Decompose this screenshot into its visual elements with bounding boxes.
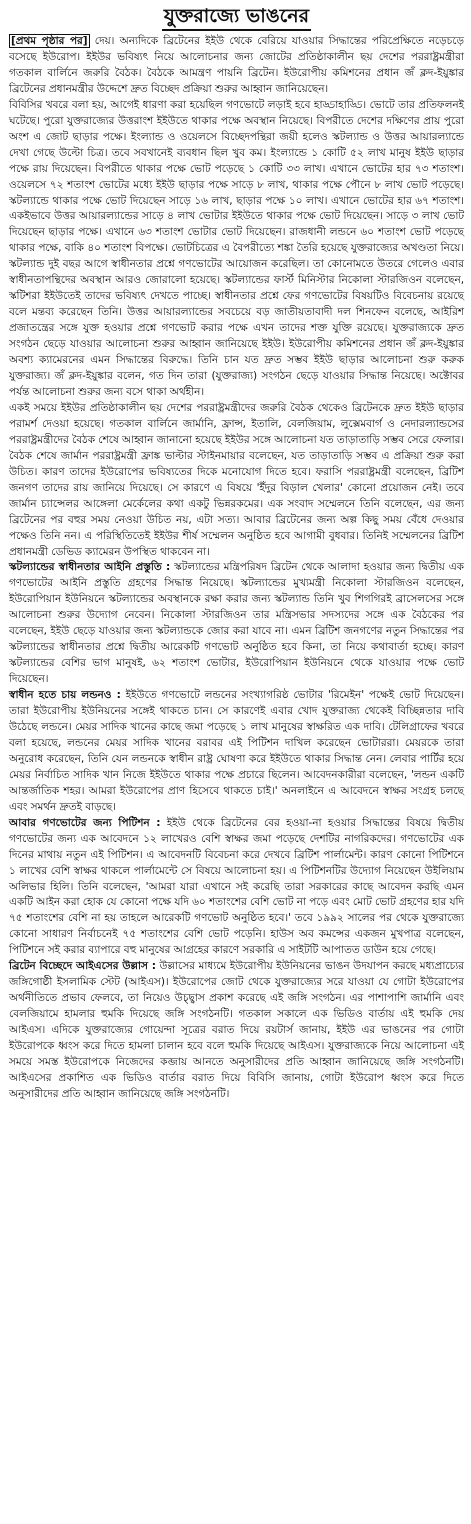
continued-from-front-page-label: [প্রথম পৃষ্ঠার পর] (11, 35, 88, 47)
headline: যুক্তরাজ্যে ভাঙনের (162, 4, 311, 31)
subheading-is-celebration: ব্রিটেন বিচ্ছেদে আইএসের উল্লাস : (9, 960, 156, 973)
article-paragraph (9, 401, 464, 561)
article-paragraph (9, 98, 464, 401)
paragraph-text: ইইউ থেকে ব্রিটেনের বের হওয়া-না হওয়ার সিদ্ধান্তের বিষয়ে দ্বিতীয় গণভোটের জন্য এক আবেদনে ১২ লাখেরও বেশি স্বাক্ষর জমা পড়েছে দেশটির নাগরিকদের। গণভোটের এক দিনের মাথায় নতুন এই পিটিশন। এ আবেদনটি বিবেচনা করে দেখবে ব্রিটিশ পার্লামেন্ট। কারণ কোনো পিটিশনে ১ লাখের বেশি স্বাক্ষর থাকলে পার্লামেন্টে সে বিষয়ে আলোচনা হয়। এ পিটিশনটির উদ্যোগ নিয়েছেন উইলিয়াম অলিভার হিলি। তিনি বলেছেন, 'আমরা যারা এখানে সই করেছি তারা সরকারের কাছে আবেদন করছি এমন একটি আইন করা হোক যে কোনো পক্ষে যদি ৬০ শতাংশের বেশি ভোট না পড়ে এবং মোট ভোট গ্রহণের হার যদি ৭৫ শতাংশের বেশি না হয় তাহলে আরেকটি গণভোট অনুষ্ঠিত হবে।' তবে ১৯৯২ সালের পর থেকে যুক্তরাজ্যে কোনো সাধারণ নির্বাচনেই ৭৫ শতাংশের বেশি ভোট পড়েনি। হাউস অব কমন্সের একজন মুখপাত্র বলেছেন, পিটিশনে সই করার ব্যাপারে বহু মানুষের আগ্রহের কারণে সরকারি এ সাইটটি আপাতত ডাউন হয়ে গেছে। (9, 816, 465, 957)
article-body (9, 34, 464, 1103)
subheading-petition: আবার গণভোটের জন্য পিটিশন : (9, 816, 161, 829)
paragraph-text: দেয়। অন্যদিকে ব্রিটেনের ইইউ থেকে বেরিয়ে যাওয়ার সিদ্ধান্তের পরিপ্রেক্ষিতে নড়েচড়ে বসেছে ইউরোপ। ইইউর ভবিষ্যৎ নিয়ে আলোচনার জন্য জোটের প্রতিষ্ঠাকালীন ছয় দেশের পররাষ্ট্রমন্ত্রীরা গতকাল বার্লিনে জরুরি বৈঠক। বৈঠকে আমন্ত্রণ পায়নি ব্রিটেন। ইউরোপীয় কমিশনের প্রধান জঁ ক্লদ-ইয়ুঙ্কার ব্রিটেনের প্রধানমন্ত্রীর উদ্দেশে দ্রুত বিচ্ছেদ প্রক্রিয়া শুরুর আহ্বান জানিয়েছেন। (9, 35, 464, 95)
paragraph-text: উল্লাসের মাধ্যমে ইউরোপীয় ইউনিয়নের ভাঙন উদযাপন করছে মধ্যপ্রাচ্যের জঙ্গিগোষ্ঠী ইসলামিক স্টেট (আইএস)। ইউরোপের জোট থেকে যুক্তরাজ্যের সরে যাওয়া যে গোটা ইউরোপের অর্থনীতিতে প্রভাব ফেলবে, তা নিয়েও উচ্ছ্বাস প্রকাশ করেছে এই জঙ্গি সংগঠন। এর পাশাপাশি জার্মানি এবং বেলজিয়ামে হামলার হুমকি দিয়েছে জঙ্গি সংগঠনটি। গতকাল সকালে এক ভিডিও বার্তায় এই হুমকি দেয় আইএস। এদিকে যুক্তরাজ্যের গোয়েন্দা সূত্রের বরাত দিয়ে রয়টার্স জানায়, ইইউ এর ভাঙনের পর গোটা ইউরোপকে ধ্বংস করে দিতে হামলা চালান হবে বলে হুমকি দিয়েছে আইএস। যুক্তরাজ্যকে নিয়ে আলোচনা এই সময়ে সমস্ত ইউরোপকে নিজেদের কব্জায় আনতে অনুসারীদের প্রতি আহ্বান জানিয়েছে জঙ্গি সংগঠনটি। আইএসের প্রকাশিত এক ভিডিও বার্তার বরাত দিয়ে বিবিসি জানায়, গোটা ইউরোপ ধ্বংস করে দিতে অনুসারীদের প্রতি আহ্বান জানিয়েছে জঙ্গি সংগঠনটি। (9, 960, 464, 1100)
paragraph-text: ইইউতে গণভোটে লন্ডনের সংখ্যাগরিষ্ঠ ভোটার 'রিমেইন' পক্ষেই ভোট দিয়েছেন। তারা ইউরোপীয় ইউনিয়নের সঙ্গেই থাকতে চান। সে কারণেই এবার খোদ যুক্তরাজ্য থেকেই বিচ্ছিন্নতার দাবি উঠেছে লন্ডনে। মেয়র সাদিক খানের কাছে জমা পড়েছে ১ লাখ মানুষের স্বাক্ষরিত এক দাবি। টেলিগ্রাফের খবরে বলা হয়েছে, লন্ডনের মেয়র সাদিক খানের বরাবর এই পিটিশন দাখিল করেছেন ভোটাররা। মেয়রকে তারা অনুরোধ করেছেন, তিনি যেন লন্ডনকে স্বাধীন রাষ্ট্র ঘোষণা করে ইইউতে থাকার সিদ্ধান্ত নেন। লেবার পার্টির হয়ে মেয়র নির্বাচিত সাদিক খান নিজে ইইউতে থাকার পক্ষে প্রচারে ছিলেন। আবেদনকারীরা বলেছেন, 'লন্ডন একটি আন্তর্জাতিক শহর। আমরা ইউরোপের প্রাণ হিসেবে থাকতে চাই।' অনলাইনে এ আবেদনে স্বাক্ষর সংগ্রহ চলছে এবং সমর্থন দ্রুতই বাড়ছে। (9, 689, 464, 813)
article-paragraph (9, 560, 464, 688)
article-paragraph (9, 959, 464, 1103)
paragraph-text: একই সময়ে ইইউর প্রতিষ্ঠাকালীন ছয় দেশের পররাষ্ট্রমন্ত্রীদের জরুরি বৈঠক থেকেও ব্রিটেনকে দ্রুত ইইউ ছাড়ার পরামর্শ দেওয়া হয়েছে। গতকাল বার্লিনে জার্মানি, ফ্রান্স, ইতালি, বেলজিয়াম, লুক্সেমবার্গ ও নেদারল্যান্ডসের পররাষ্ট্রমন্ত্রীদের বৈঠক শেষে আহ্বান জানানো হয়েছে ইইউর সঙ্গে আলোচনা যত তাড়াতাড়ি সম্ভব সেরে ফেলার। বৈঠক শেষে জার্মান পররাষ্ট্রমন্ত্রী ফ্রাঙ্ক ভাল্টার স্টাইনমায়ার বলেছেন, যত তাড়াতাড়ি সম্ভব এ প্রক্রিয়া শুরু করা উচিত। কারণ তাদের ইউরোপের ভবিষ্যতের দিকে মনোযোগ দিতে হবে। ফরাসি পররাষ্ট্রমন্ত্রী বলেছেন, ব্রিটিশ জনগণ তাদের রায় জানিয়ে দিয়েছে। সে কারণে এ বিষয়ে 'ইঁদুর বিড়াল খেলার' কোনো প্রয়োজন নেই। তবে জার্মান চ্যান্সেলর আঙ্গেলা মের্কেলের কথা একটু ভিন্নরকমের। এক সংবাদ সম্মেলনে তিনি বলেছেন, এর জন্য ব্রিটেনের পর বহুর সময় নেওয়া উচিত নয়, এটা সত্য। আবার ব্রিটেনের জন্য অল্প কিছু সময় বেঁধে দেওয়ার পক্ষেও তিনি নন। এ পরিস্থিতিতেই ইইউর শীর্ষ সম্মেলন অনুষ্ঠিত হবে আগামী বুধবার। তিনিই সম্মেলনের ব্রিটিশ প্রধানমন্ত্রী ডেভিড ক্যামেরন উপস্থিত থাকবেন না। (9, 401, 464, 558)
paragraph-text: বিবিসির খবরে বলা হয়, আগেই ধারণা করা হয়েছিল গণভোটে লড়াই হবে হাড্ডাহাড্ডি। ভোটে তার প্রতিফলনই ঘটেছে। পুরো যুক্তরাজ্যের উত্তরাংশ ইইউতে থাকার পক্ষে অবস্থান নিয়েছে। বিপরীতে দেশের দক্ষিণের প্রায় পুরো অংশ এ জোট ছাড়ার পক্ষে। ইংল্যান্ড ও ওয়েলসে বিচ্ছেদপন্থিরা জয়ী হলেও স্কটল্যান্ড ও উত্তর আয়ারল্যান্ডে দেখা গেছে উল্টো চিত্র। তবে সবখানেই ব্যবধান ছিল খুব কম। ইংল্যান্ডে ১ কোটি ৫২ লাখ মানুষ ইইউ ছাড়ার পক্ষে রায় দিয়েছেন। বিপরীতে থাকার পক্ষে ভোট পড়েছে ১ কোটি ৩৩ লাখ। এখানে ভোটের হার ৭৩ শতাংশ। ওয়েলসে ৭২ শতাংশ ভোটের মধ্যে ইইউ ছাড়ার পক্ষে সাড়ে ৮ লাখ, থাকার পক্ষে পৌনে ৮ লাখ ভোট পড়েছে। স্কটল্যান্ডে থাকার পক্ষে ভোট দিয়েছেন সাড়ে ১৬ লাখ, ছাড়ার পক্ষে ১০ লাখ। এখানে ভোটের হার ৬৭ শতাংশ। একইভাবে উত্তর আয়ারল্যান্ডের সাড়ে ৪ লাখ ভোটার ইইউতে থাকার পক্ষে ভোট দিয়েছেন। সাড়ে ৩ লাখ ভোট দিয়েছেন ছাড়ার পক্ষে। এখানে ৬৩ শতাংশ ভোটার ভোট দিয়েছেন। রাজধানী লন্ডনে ৬০ শতাংশ ভোট পড়েছে থাকার পক্ষে, বাকি ৪০ শতাংশ বিপক্ষে। ভোটচিত্রের এ বৈপরীত্যে শঙ্কা তৈরি হয়েছে যুক্তরাজ্যের অখণ্ডতা নিয়ে। স্কটল্যান্ড দুই বছর আগে স্বাধীনতার প্রশ্নে গণভোটের আয়োজন করেছিল। তা কোনোমতে উতরে গেলেও এবার স্বাধীনতাপন্থিদের অবস্থান আরও জোরালো হয়েছে। স্কটল্যান্ডের ফার্স্ট মিনিস্টার নিকোলা স্টারজিওন বলেছেন, স্কটিশরা ইইউতেই তাদের ভবিষ্যৎ দেখতে পাচ্ছে। স্বাধীনতার প্রশ্নে ফের গণভোটের বিষয়টিও বিবেচনায় রয়েছে বলে মন্তব্য করেছেন তিনি। উত্তর আয়ারল্যান্ডের সবচেয়ে বড় জাতীয়তাবাদী দল শিনফেন বলেছে, আইরিশ প্রজাতন্ত্রের সঙ্গে যুক্ত হওয়ার প্রশ্নে গণভোট করার পক্ষে এখন তাদের শক্ত যুক্তি রয়েছে। যুক্তরাজ্যকে দ্রুত সংগঠন ছেড়ে যাওয়ার আলোচনা শুরুর আহ্বান জানিয়েছে ইইউ। ইউরোপীয় কমিশনের প্রধান জঁ ক্লদ-ইয়ুঙ্কার অবশ্য ক্যামেরনের এমন সিদ্ধান্তের বিরুদ্ধে। তিনি চান যত দ্রুত সম্ভব ইইউ ছাড়ার আলোচনা শুরু করুক যুক্তরাজ্য। জঁ ক্লদ-ইয়ুঙ্কার বলেন, গত দিন তারা (যুক্তরাজ্য) সংগঠন ছেড়ে যাওয়ার সিদ্ধান্ত নিয়েছে। অক্টোবর পর্যন্ত আলোচনা শুরুর জন্য বসে থাকা অর্থহীন। (9, 98, 464, 398)
subheading-scotland: স্কটল্যান্ডের স্বাধীনতার আইনি প্রস্তুতি : (9, 561, 171, 574)
headline-container (9, 0, 464, 34)
paragraph-text: স্কটল্যান্ডের মন্ত্রিপরিষদ ব্রিটেন থেকে আলাদা হওয়ার জন্য দ্বিতীয় এক গণভোটের আইনি প্রস্তুতি গ্রহণের সিদ্ধান্ত নিয়েছে। স্কটল্যান্ডের মুখ্যমন্ত্রী নিকোলা স্টারজিওন বলেছেন, ইউরোপিয়ান ইউনিয়নে স্কটল্যান্ডের অবস্থানকে রক্ষা করার জন্য স্কটল্যান্ড তিনি খুব শিগগিরই ব্রাসেলসের সঙ্গে আলোচনা শুরুর উদ্যোগ নেবেন। নিকোলা স্টারজিওন তার মন্ত্রিসভার সদস্যদের সঙ্গে এক বৈঠকের পর বলেছেন, ইইউ ছেড়ে যাওয়ার জন্য স্কটল্যান্ডকে জোর করা যাবে না। এমন ব্রিটিশ জনগণের নতুন সিদ্ধান্তের পর স্কটল্যান্ডের স্বাধীনতার প্রশ্নে দ্বিতীয় আরেকটি গণভোট অনুষ্ঠিত হবে কিনা, তা নিয়ে কথাবার্তা হচ্ছে। কারণ স্কটল্যান্ডের বেশির ভাগ মানুষই, ৬২ শতাংশ ভোটার, ইউরোপিয়ান ইউনিয়নে থেকে যাওয়ার পক্ষে ভোট দিয়েছেন। (9, 561, 464, 686)
article-paragraph (9, 34, 464, 98)
subheading-london: স্বাধীন হতে চায় লন্ডনও : (9, 689, 121, 702)
article-paragraph (9, 816, 464, 960)
article-paragraph (9, 688, 464, 816)
